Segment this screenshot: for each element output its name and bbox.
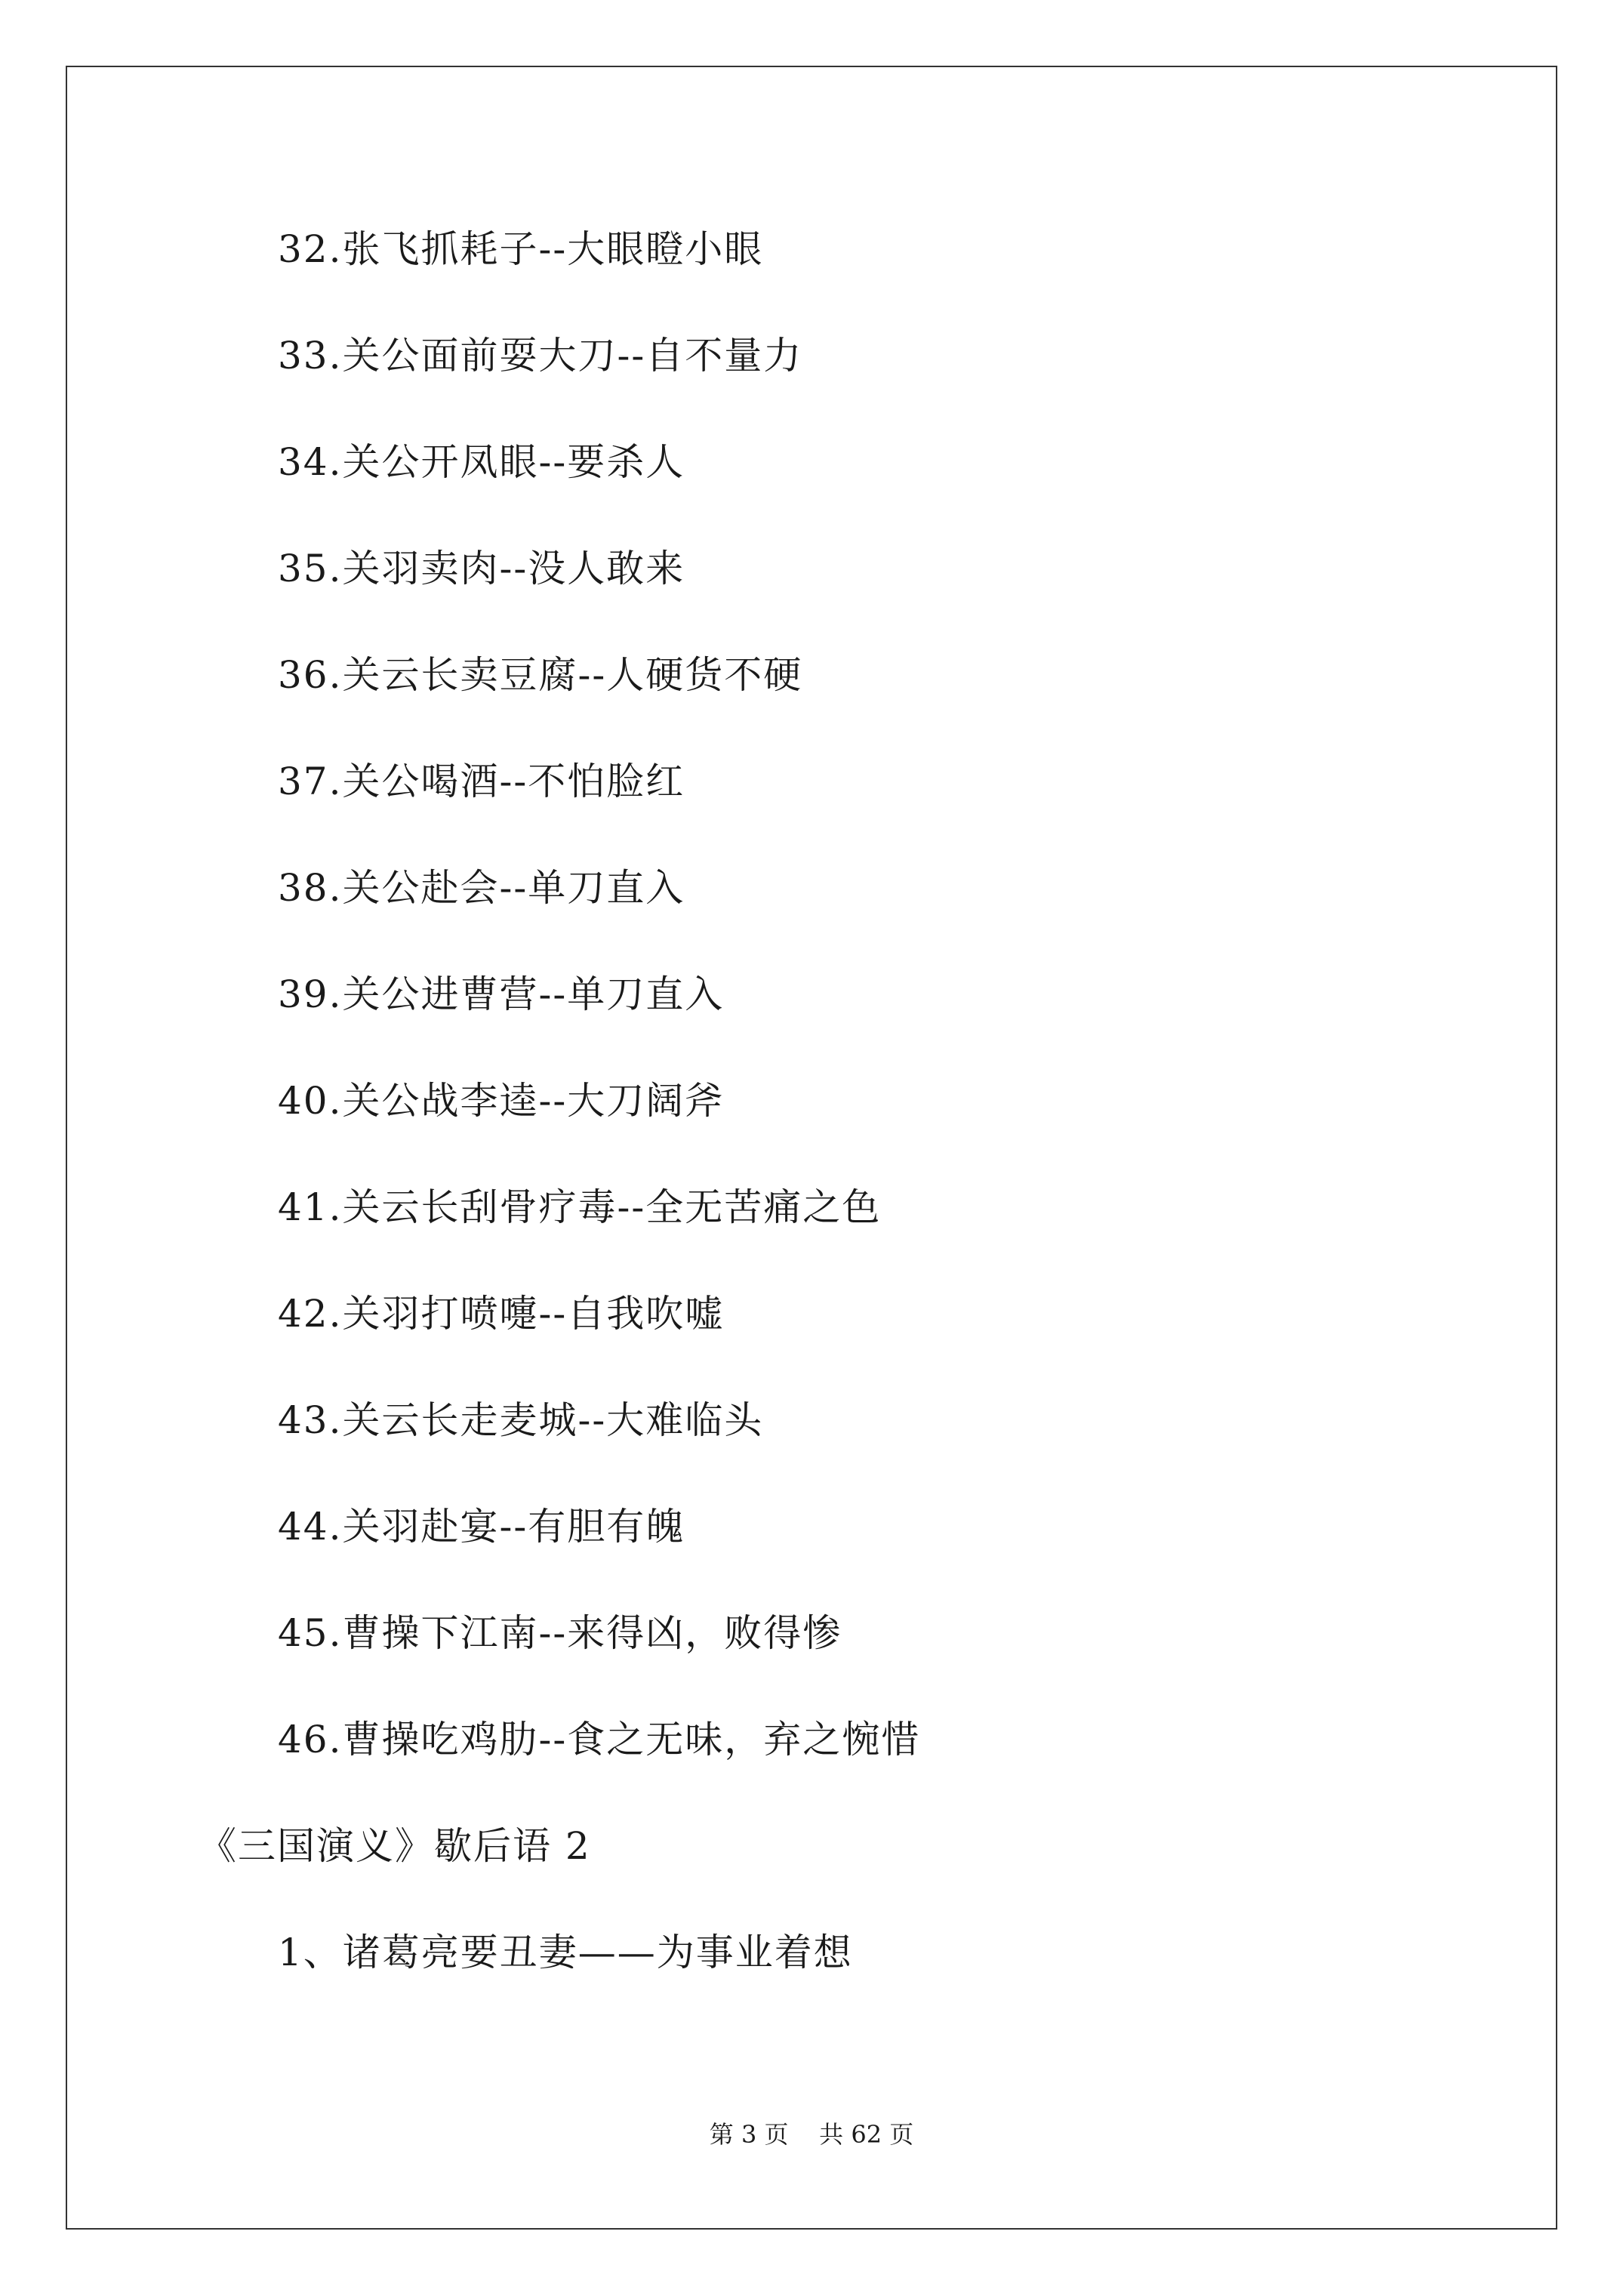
- page-frame: [66, 66, 1557, 2230]
- list-item: 44.关羽赴宴--有胆有魄: [278, 1505, 685, 1549]
- list-item: 32.张飞抓耗子--大眼瞪小眼: [278, 227, 764, 271]
- list-item: 33.关公面前耍大刀--自不量力: [278, 334, 803, 378]
- list-item: 46.曹操吃鸡肋--食之无味，弃之惋惜: [278, 1718, 921, 1761]
- list-item: 38.关公赴会--单刀直入: [278, 866, 685, 910]
- list-item: 37.关公喝酒--不怕脸红: [278, 760, 685, 803]
- list-item: 43.关云长走麦城--大难临头: [278, 1398, 764, 1442]
- list-item: 35.关羽卖肉--没人敢来: [278, 547, 685, 590]
- list-item: 45.曹操下江南--来得凶，败得惨: [278, 1611, 842, 1655]
- list-item: 41.关云长刮骨疗毒--全无苦痛之色: [278, 1185, 882, 1229]
- list-item: 34.关公开凤眼--要杀人: [278, 440, 685, 484]
- section-heading: 《三国演义》歇后语 2: [199, 1824, 591, 1868]
- list-item: 1、诸葛亮要丑妻——为事业着想: [278, 1931, 853, 1974]
- list-item: 39.关公进曹营--单刀直入: [278, 972, 725, 1016]
- list-item: 42.关羽打喷嚏--自我吹嘘: [278, 1292, 725, 1336]
- page-footer: 第 3 页 共 62 页: [709, 2120, 914, 2149]
- list-item: 40.关公战李逵--大刀阔斧: [278, 1079, 725, 1123]
- list-item: 36.关云长卖豆腐--人硬货不硬: [278, 653, 803, 697]
